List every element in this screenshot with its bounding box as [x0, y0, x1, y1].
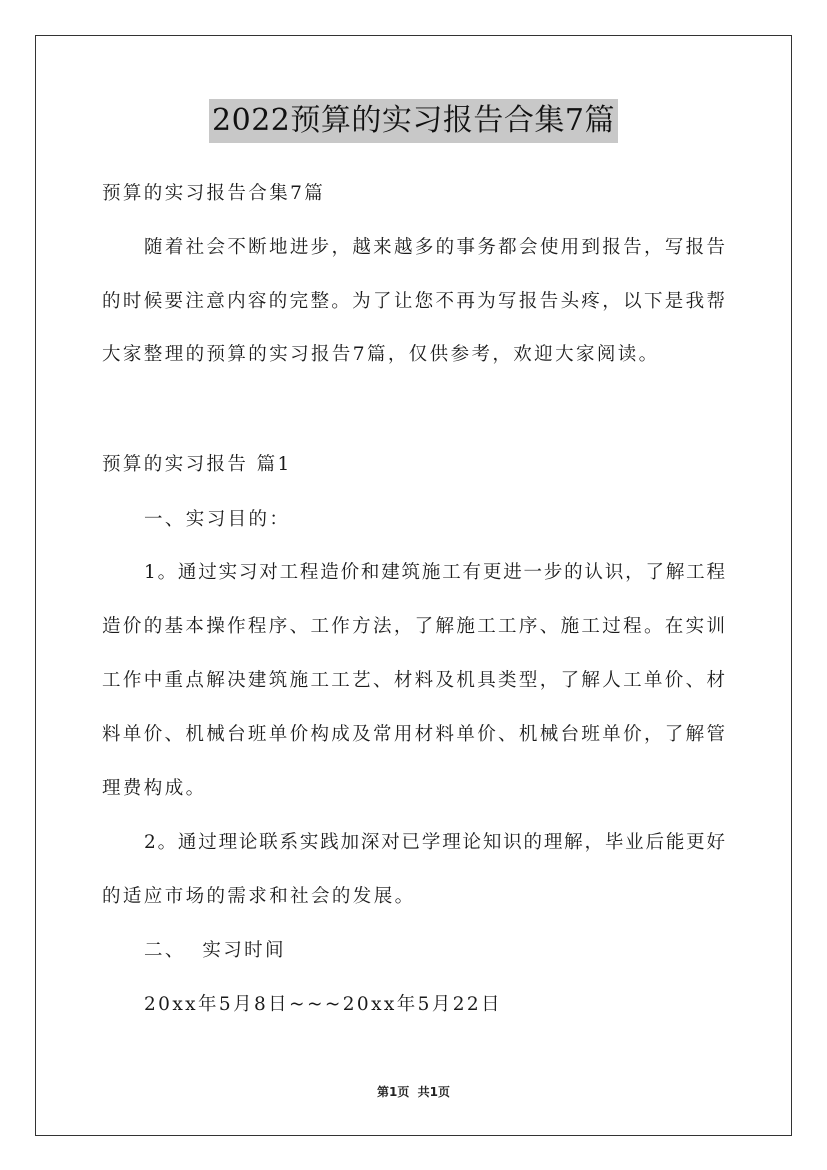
item-two-heading: 二、 实习时间: [144, 940, 286, 961]
intro-line-2: 的时候要注意内容的完整。为了让您不再为写报告头疼，以下是我帮: [102, 291, 725, 312]
purpose-one-line-4: 料单价、机械台班单价构成及常用材料单价、机械台班单价，了解管: [102, 724, 725, 745]
purpose-one-line-5: 理费构成。: [102, 778, 207, 799]
purpose-one-line-3: 工作中重点解决建筑施工工艺、材料及机具类型，了解人工单价、材: [102, 670, 725, 691]
page-number-label: 第1页 共1页: [376, 1085, 451, 1099]
purpose-two-line-2: 的适应市场的需求和社会的发展。: [102, 886, 416, 907]
page-footer: [0, 1083, 827, 1100]
document-subtitle: 预算的实习报告合集7篇: [102, 183, 326, 204]
title-container: [0, 99, 827, 143]
section-heading: 预算的实习报告 篇1: [102, 454, 292, 475]
document-title: 2022预算的实习报告合集7篇: [209, 99, 618, 143]
purpose-one-line-1: 1。通过实习对工程造价和建筑施工有更进一步的认识，了解工程: [144, 562, 725, 583]
intro-line-1: 随着社会不断地进步，越来越多的事务都会使用到报告，写报告: [144, 237, 725, 258]
purpose-one-line-2: 造价的基本操作程序、工作方法，了解施工工序、施工过程。在实训: [102, 616, 725, 637]
internship-dates: 20xx年5月8日~~~20xx年5月22日: [144, 994, 502, 1015]
purpose-two-line-1: 2。通过理论联系实践加深对已学理论知识的理解，毕业后能更好: [144, 832, 725, 853]
item-one-heading: 一、实习目的：: [144, 509, 291, 530]
intro-line-3: 大家整理的预算的实习报告7篇，仅供参考，欢迎大家阅读。: [102, 344, 660, 365]
